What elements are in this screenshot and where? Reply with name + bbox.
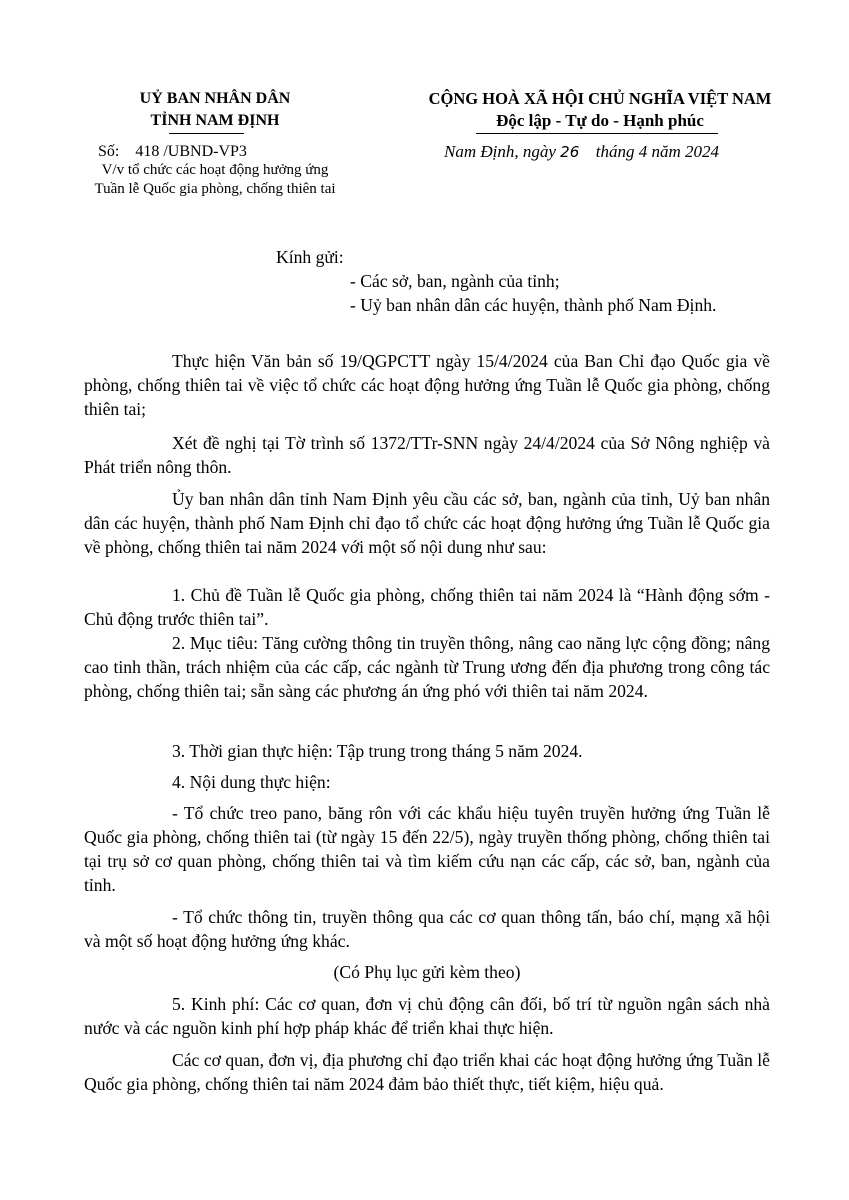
document-number — [98, 141, 247, 163]
body-paragraph: 2. Mục tiêu: Tăng cường thông tin truyền thông, nâng cao năng lực cộng đồng; nâng cao tinh thần, trách nhiệm của các cấp, các ngành từ Trung ương đến địa phương trong công tác phòng, chống thiên tai; sẵn sàng các phương án ứng phó với thiên tai năm 2024. — [84, 633, 770, 701]
subject-line2: Tuần lễ Quốc gia phòng, chống thiên tai — [94, 181, 336, 197]
number-label: Số: — [98, 143, 120, 160]
body-paragraph: Thực hiện Văn bản số 19/QGPCTT ngày 15/4/2024 của Ban Chỉ đạo Quốc gia về phòng, chống thiên tai về việc tổ chức các hoạt động hưởng ứng Tuần lễ Quốc gia phòng, chống thiên tai; — [84, 351, 770, 419]
date-prefix: Nam Định, ngày — [444, 142, 556, 161]
body-paragraph: 3. Thời gian thực hiện: Tập trung trong tháng 5 năm 2024. — [172, 741, 583, 761]
date-day: 26 — [560, 143, 580, 161]
body-paragraph: 5. Kinh phí: Các cơ quan, đơn vị chủ động cân đối, bố trí từ nguồn ngân sách nhà nước và các nguồn kinh phí hợp pháp khác để triển khai thực hiện. — [84, 994, 770, 1038]
national-title — [395, 88, 805, 132]
recipient-item: - Uỷ ban nhân dân các huyện, thành phố Nam Định. — [350, 295, 717, 315]
body-paragraph: Xét đề nghị tại Tờ trình số 1372/TTr-SNN ngày 24/4/2024 của Sở Nông nghiệp và Phát triển nông thôn. — [84, 433, 770, 477]
body-paragraph: - Tổ chức treo pano, băng rôn với các khẩu hiệu tuyên truyền hưởng ứng Tuần lễ Quốc gia phòng, chống thiên tai (từ ngày 15 đến 22/5), ngày truyền thống phòng, chống thiên tai tại trụ sở cơ quan phòng, chống thiên tai và tìm kiếm cứu nạn các cấp, các sở, ban, ngành của tỉnh. — [84, 803, 770, 895]
number-value: 418 — [135, 143, 160, 160]
number-suffix: /UBND-VP3 — [163, 143, 247, 160]
body-paragraph: 4. Nội dung thực hiện: — [172, 772, 331, 792]
body-paragraph: Các cơ quan, đơn vị, địa phương chỉ đạo triển khai các hoạt động hưởng ứng Tuần lễ Quốc gia phòng, chống thiên tai năm 2024 đảm bảo thiết thực, tiết kiệm, hiệu quả. — [84, 1050, 770, 1094]
issuing-agency-line1: UỶ BAN NHÂN DÂN — [139, 90, 291, 107]
recipient-item: - Các sở, ban, ngành của tỉnh; — [350, 271, 560, 291]
date-suffix: tháng 4 năm 2024 — [595, 142, 720, 161]
national-motto: Độc lập - Tự do - Hạnh phúc — [496, 111, 704, 130]
recipients-label: Kính gửi: — [276, 247, 344, 267]
document-subject — [60, 161, 370, 199]
subject-line1: V/v tổ chức các hoạt động hưởng ứng — [101, 162, 329, 178]
national-title-line1: CỘNG HOÀ XÃ HỘI CHỦ NGHĨA VIỆT NAM — [428, 89, 772, 108]
issuing-agency — [100, 88, 330, 132]
motto-underline — [476, 133, 718, 134]
body-paragraph: 1. Chủ đề Tuần lễ Quốc gia phòng, chống thiên tai năm 2024 là “Hành động sớm - Chủ động trước thiên tai”. — [84, 585, 770, 629]
agency-underline — [169, 133, 244, 134]
body-paragraph: Ủy ban nhân dân tỉnh Nam Định yêu cầu các sở, ban, ngành của tỉnh, Uỷ ban nhân dân các huyện, thành phố Nam Định chỉ đạo tổ chức các hoạt động hưởng ứng Tuần lễ Quốc gia về phòng, chống thiên tai năm 2024 với một số nội dung như sau: — [84, 489, 770, 557]
appendix-note: (Có Phụ lục gửi kèm theo) — [333, 962, 521, 982]
issue-date — [444, 141, 719, 163]
issuing-agency-line2: TỈNH NAM ĐỊNH — [150, 112, 280, 129]
body-paragraph: - Tổ chức thông tin, truyền thông qua các cơ quan thông tấn, báo chí, mạng xã hội và một số hoạt động hưởng ứng khác. — [84, 907, 770, 951]
